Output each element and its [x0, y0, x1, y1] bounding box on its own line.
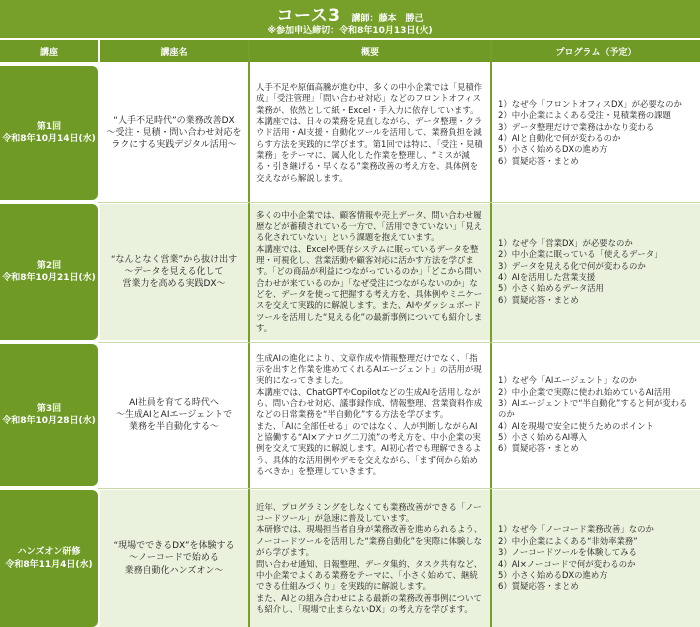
- lecture-name-line: ～ノーコードで始める: [129, 553, 219, 564]
- instructor-name: 講師：藤本 勝己: [351, 14, 424, 24]
- lecture-name-line: ～生成AIとAIエージェントで: [115, 409, 233, 420]
- program-list: [498, 99, 682, 167]
- overview-text: 近年、プログラミングをしなくても業務改善ができる「ノーコードツール」が急速に普及しています。 本研修では、現場担当者自身が業務改善を進められるよう、ノーコードツールを活用した“業務自動化”を実際に体験しながら学びます。 問い合わせ通知、日報整理、データ集約、タスク共有など、中小企業でよくある業務をテーマに、「小さく始めて、継続できる仕組みづくり」を実践的に解説します。 また、AIとの組み合わせによる最新の業務改善事例についても紹介し、「現場で止まらないDX」の考え方を学びます。: [256, 501, 483, 614]
- column-header-overview: 概要: [250, 40, 490, 62]
- program-item: 4）AIを活用した営業支援: [498, 272, 596, 282]
- title-banner: [0, 0, 700, 38]
- program-item: 6）質疑応答・まとめ: [498, 443, 579, 454]
- overview-cell: [250, 344, 490, 486]
- session-date: 令和8年10月28日(水): [2, 416, 96, 426]
- program-item: 5）小さく始めるDXの進め方: [498, 569, 608, 580]
- overview-cell: [250, 204, 490, 340]
- program-list: [498, 524, 654, 592]
- session-date: 令和8年10月21日(水): [2, 273, 96, 283]
- application-deadline: ※参加申込締切：令和8年10月13日(火): [267, 26, 433, 36]
- program-item: 3）AIエージェントで“半自動化”すると何が変わるのか: [498, 397, 688, 420]
- program-item: 4）AIと自動化で何が変わるのか: [498, 133, 621, 143]
- lecture-name-line: 営業力を高める実践DX～: [122, 279, 226, 290]
- program-item: 3）データ整理だけで業務はかなり変わる: [498, 121, 655, 132]
- session-cell: [0, 204, 98, 340]
- session-cell: [0, 490, 98, 627]
- program-item: 2）中小企業で実際に使われ始めているAI活用: [498, 386, 671, 397]
- column-header-program: プログラム（予定）: [492, 40, 700, 62]
- program-item: 6）質疑応答・まとめ: [498, 294, 579, 305]
- lecture-name-line: 業務自動化ハンズオン～: [124, 565, 224, 576]
- program-cell: [492, 66, 700, 200]
- program-cell: [492, 344, 700, 486]
- column-divider: [490, 40, 492, 627]
- session-label: 第2回: [36, 260, 62, 271]
- lecture-name-cell: [100, 66, 248, 200]
- session-date: 令和8年10月14日(水): [2, 134, 96, 144]
- session-cell: [0, 66, 98, 200]
- session-cell: [0, 344, 98, 486]
- session-label: 第3回: [36, 403, 62, 414]
- lecture-name-line: ～データを見える化して: [124, 266, 224, 277]
- program-cell: [492, 204, 700, 340]
- row-divider: [98, 202, 700, 203]
- lecture-name-cell: [100, 344, 248, 486]
- column-header-name: 講座名: [100, 40, 248, 62]
- overview-cell: [250, 490, 490, 627]
- program-cell: [492, 490, 700, 627]
- program-item: 4）AI×ノーコードで何が変わるのか: [498, 558, 636, 569]
- column-header-lecture: 講座: [0, 40, 98, 62]
- course-title: コース3: [276, 6, 341, 26]
- lecture-name-line: “人手不足時代”の業務改善DX: [113, 115, 235, 126]
- program-item: 3）データを見える化で何が変わるのか: [498, 260, 646, 271]
- lecture-name-line: “なんとなく営業”から抜け出す: [110, 254, 238, 265]
- program-item: 6）質疑応答・まとめ: [498, 155, 579, 166]
- overview-text: 多くの中小企業では、顧客情報や売上データ、問い合わせ履歴などが蓄積されている一方で、「活用できていない」「見える化されていない」という課題を抱えています。 本講座では、Excelや既存システムに眠っているデータを整理・可視化し、営業活動や顧客対応に活かす方法を学びます。「どの商品が利益につながっているのか」「どこから問い合わせが来ているのか」「なぜ受注につながらないのか」などを、データを使って把握する考え方を、具体例やミニケースを交えて実践的に解説します。また、AIやダッシュボードツールを活用した“見える化”の最新事例についても紹介します。: [256, 209, 483, 334]
- lecture-name-line: 業務を半自動化する～: [128, 422, 219, 433]
- session-label: 第1回: [36, 121, 62, 132]
- program-item: 2）中小企業に眠っている「使えるデータ」: [498, 249, 663, 260]
- row-divider: [98, 342, 700, 343]
- program-list: [498, 375, 694, 454]
- program-item: 2）中小企業によくある“非効率業務”: [498, 535, 638, 546]
- program-item: 3）ノーコードツールを体験してみる: [498, 547, 637, 558]
- row-divider: [98, 488, 700, 489]
- overview-text: 人手不足や原価高騰が進む中、多くの中小企業では「見積作成」「受注管理」「問い合わせ対応」などのフロントオフィス業務が、依然として紙・Excel・手入力に依存しています。 本講座では、日々の業務を見直しながら、データ整理・クラウド活用・AI支援・自動化ツールを活用して、業務負担を減らす方法を実践的に学びます。第1回では特に、「受注・見積業務」をテーマに、属人化した作業を整理し、“ミスが減る・引き継げる・早くなる”業務改善の考え方を、具体例を交えながら解説します。: [256, 81, 483, 183]
- program-item: 1）なぜ今「フロントオフィスDX」が必要なのか: [498, 98, 682, 109]
- session-label: ハンズオン研修: [17, 547, 81, 558]
- lecture-name-line: AI社員を育てる時代へ: [129, 397, 219, 408]
- lecture-name-cell: [100, 204, 248, 340]
- program-item: 1）なぜ今「AIエージェント」なのか: [498, 375, 637, 386]
- lecture-name-line: ～受注・見積・問い合わせ対応を: [106, 127, 242, 138]
- session-date: 令和8年11月4日(水): [5, 559, 93, 570]
- lecture-name-line: ラクにする実践デジタル活用～: [111, 140, 237, 151]
- lecture-name-line: “現場でできるDX”を体験する: [113, 541, 235, 552]
- program-item: 2）中小企業によくある受注・見積業務の課題: [498, 110, 671, 121]
- program-item: 5）小さく始めるAI導入: [498, 432, 587, 443]
- program-list: [498, 238, 662, 306]
- title-line: [0, 1, 700, 26]
- overview-cell: [250, 66, 490, 200]
- program-item: 5）小さく始めるデータ活用: [498, 283, 604, 294]
- column-divider: [248, 40, 250, 627]
- program-item: 1）なぜ今「営業DX」が必要なのか: [498, 237, 633, 248]
- overview-text: 生成AIの進化により、文章作成や情報整理だけでなく、「指示を出すと作業を進めてくれるAIエージェント」の活用が現実的になってきました。 本講座では、ChatGPTやCopilotなどの生成AIを活用しながら、問い合わせ対応、議事録作成、情報整理、営業資料作成などの日常業務を“半自動化”する方法を学びます。 また、「AIに全部任せる」のではなく、人が判断しながらAIと協働する“AI×アナログ二刀流”の考え方を、中小企業の実例を交えて実践的に解説します。AI初心者でも理解できるよう、具体的な活用例やデモを交えながら、「まず何から始めるべきか」を整理していきます。: [256, 352, 483, 477]
- program-item: 6）質疑応答・まとめ: [498, 581, 579, 592]
- program-item: 5）小さく始めるDXの進め方: [498, 144, 608, 155]
- lecture-name-cell: [100, 490, 248, 627]
- program-item: 4）AIを現場で安全に使うためのポイント: [498, 420, 654, 431]
- program-item: 1）なぜ今「ノーコード業務改善」なのか: [498, 524, 654, 535]
